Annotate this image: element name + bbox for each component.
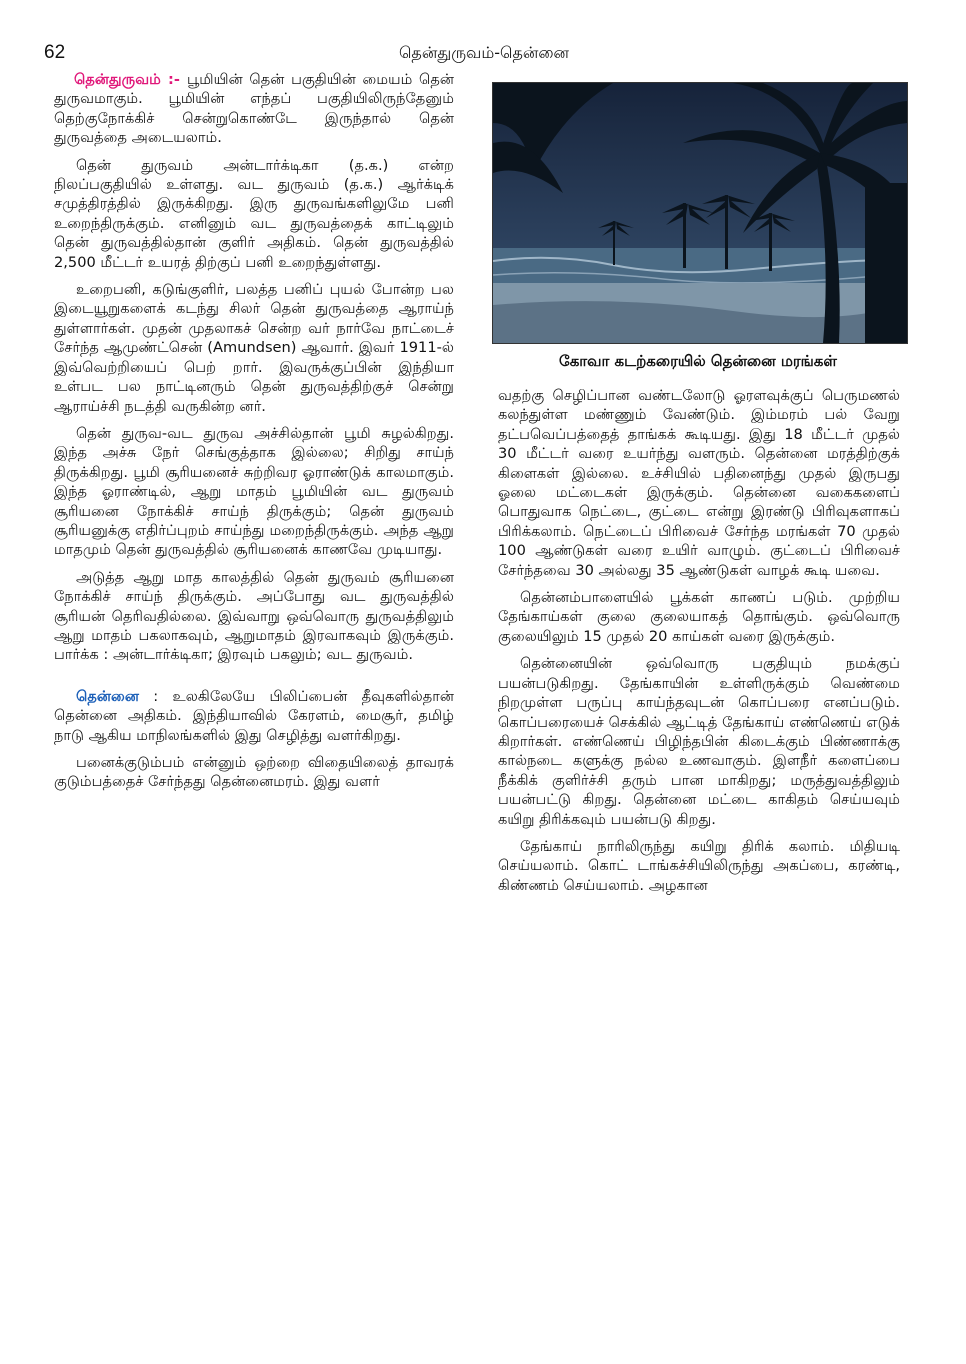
running-head: தென்துருவம்-தென்னை (398, 43, 570, 62)
paragraph-coconut-intro (54, 687, 454, 745)
paragraph-south-pole-explorers: உறைபனி, கடுங்குளிர், பலத்த பனிப் புயல் போன்ற பல இடையூறுகளைக் கடந்து சிலர் தென் துருவத்தை ஆராய்ந் துள்ளார்கள். முதன் முதலாகச் சென்ற வர் நார்வே நாட்டைச் சேர்ந்த ஆமுண்ட்சென் (Amundsen) ஆவார். இவர் 1911-ல் இவ்வெற்றியைப் பெற் றார். இவருக்குப்பின் இந்தியா உள்பட பல நாட்டினரும் தென் துருவத்திற்குச் சென்று ஆராய்ச்சி நடத்தி வருகின்ற னர். (54, 281, 454, 415)
paragraph-text: உலகிலேயே பிலிப்பைன் தீவுகளில்தான் தென்னை அதிகம். இந்தியாவில் கேரளம், மைசூர், தமிழ் நாடு ஆகிய மாநிலங்களில் இது செழித்து வளர்கிறது. (54, 687, 454, 744)
coconut-trees-photo (492, 82, 908, 344)
paragraph-south-pole-location: தென் துருவம் அன்டார்க்டிகா (த.க.) என்ற நிலப்பகுதியில் உள்ளது. வட துருவம் (த.க.) ஆர்க்டிக் சமுத்திரத்தில் இருக்கிறது. இரு துருவங்களிலுமே பனி உறைந்திருக்கும். எனினும் வட துருவத்தைக் காட்டிலும் தென் துருவத்தில்தான் குளிர் அதிகம். தென் துருவத்தில் 2,500 மீட்டர் உயரத் திற்குப் பனி உறைந்துள்ளது. (54, 156, 454, 271)
right-column (498, 386, 900, 903)
left-column (54, 70, 454, 800)
paragraph-coconut-growth: வதற்கு செழிப்பான வண்டலோடு ஓரளவுக்குப் பெருமணல் கலந்துள்ள மண்ணும் வேண்டும். இம்மரம் பல் வேறு தட்பவெப்பத்தைத் தாங்கக் கூடியது. இது 18 மீட்டர் முதல் 30 மீட்டர் வரை உயர்ந்து வளரும். தென்னை மரத்திற்குக் கிளைகள் இல்லை. உச்சியில் பதினைந்து முதல் இருபது ஓலை மட்டைகள் இருக்கும். தென்னை வகைகளைப் பொதுவாக நெட்டை, குட்டை என்று இரண்டு பிரிவுகளாகப் பிரிக்கலாம். நெட்டைப் பிரிவைச் சேர்ந்த மரங்கள் 70 முதல் 100 ஆண்டுகள் வரை உயிர் வாழும். குட்டைப் பிரிவைச் சேர்ந்தவை 30 அல்லது 35 ஆண்டுகள் வாழக் கூடி யவை. (498, 387, 900, 579)
paragraph-coconut-uses: தென்னையின் ஒவ்வொரு பகுதியும் நமக்குப் பயன்படுகிறது. தேங்காயின் உள்ளிருக்கும் வெண்மை நிறமுள்ள பருப்பு காய்ந்தவுடன் கொப்பரை எனப்படும். கொப்பரையைச் செக்கில் ஆட்டித் தேங்காய் எண்ணெய் எடுக் கிறார்கள். எண்ணெய் பிழிந்தபின் கிடைக்கும் பிண்ணாக்கு கால்நடை களுக்கு நல்ல உணவாகும். இளநீர் களைப்பை நீக்கிக் குளிர்ச்சி தரும் பான மாகிறது; மருத்துவத்திலும் பயன்பட்டு கிறது. தென்னை மட்டை காகிதம் செய்யவும் கயிறு திரிக்கவும் பயன்படு கிறது. (498, 655, 900, 828)
paragraph-coconut-flowers: தென்னம்பாளையில் பூக்கள் காணப் படும். முற்றிய தேங்காய்கள் குலை குலையாகத் தொங்கும். ஒவ்வொரு குலையிலும் 15 முதல் 20 காய்கள் வரை இருக்கும். (498, 589, 900, 645)
entry-term-south-pole: தென்துருவம் (74, 71, 161, 88)
term-separator: :- (160, 71, 187, 88)
paragraph-palm-family: பனைக்குடும்பம் என்னும் ஒற்றை விதையிலைத் தாவரக் குடும்பத்தைச் சேர்ந்தது தென்னைமரம். இது வளர் (54, 754, 454, 791)
paragraph-earth-axis: தென் துருவ-வட துருவ அச்சில்தான் பூமி சுழல்கிறது. இந்த அச்சு நேர் செங்குத்தாக இல்லை; சிறிது சாய்ந் திருக்கிறது. பூமி சூரியனைச் சுற்றிவர ஓராண்டுக் காலமாகும். இந்த ஓராண்டில், ஆறு மாதம் பூமியின் வட துருவம் சூரியனை நோக்கிச் சாய்ந் திருக்கும்; தென் துருவம் சூரியனுக்கு எதிர்ப்புறம் சாய்ந்து மறைந்திருக்கும். அந்த ஆறு மாதமும் தென் துருவத்தில் சூரியனைக் காணவே முடியாது. (54, 424, 454, 559)
paragraph-text: பூமியின் தென் பகுதியின் மையம் தென் துருவமாகும். பூமியின் எந்தப் பகுதியிலிருந்தேனும் தெற்குநோக்கிச் சென்றுகொண்டே இருந்தால் தென் துருவத்தை அடையலாம். (54, 71, 454, 147)
photo-caption: கோவா கடற்கரையில் தென்னை மரங்கள் (559, 352, 837, 370)
page-number: 62 (44, 42, 66, 63)
beach-scene-illustration (493, 83, 907, 343)
paragraph-six-months: அடுத்த ஆறு மாத காலத்தில் தென் துருவம் சூரியனை நோக்கிச் சாய்ந் திருக்கும். அப்போது வட துருவத்தில் சூரியன் தெரிவதில்லை. இவ்வாறு ஒவ்வொரு துருவத்திலும் ஆறு மாதம் பகலாகவும், ஆறுமாதம் இரவாகவும் இருக்கும். பார்க்க : அன்டார்க்டிகா; இரவும் பகலும்; வட துருவம். (54, 568, 454, 664)
paragraph-south-pole-intro (54, 70, 454, 148)
term-separator: : (138, 687, 173, 705)
entry-term-coconut: தென்னை (76, 687, 139, 705)
paragraph-coir-uses: தேங்காய் நாரிலிருந்து கயிறு திரிக் கலாம். மிதியடி செய்யலாம். கொட் டாங்கச்சியிலிருந்து அகப்பை, கரண்டி, கிண்ணம் செய்யலாம். அழகான (498, 837, 900, 894)
page-header (44, 42, 922, 70)
